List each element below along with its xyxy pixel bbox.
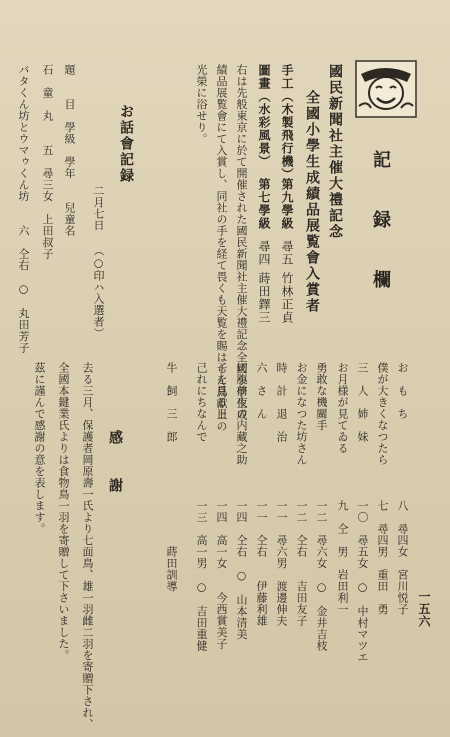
entry-2-category: 圖畫（水彩風景） [257,64,271,168]
recital-header-row: 題 目 學級 學年 兒童名 [63,64,76,237]
thanks-line-3: 茲に謹んで感謝の意を表します。 [33,362,46,535]
contest-note-line-2: 績品展覧會にて入賞し、同社の手を経て畏くも天覧を賜はらん爲獻上の [215,64,228,432]
table-row: 勇敢な機關手 一二 尋六女 ○ 金井吉枝 [315,362,328,652]
recital-title: お話會記録 [118,104,134,184]
table-row: 時 計 退 治 一一 尋六男 渡邊伸夫 [275,362,288,627]
entry-2-class: 尋四 [257,240,271,266]
contest-title-2: 全國小學生成績品展覧會入賞者 [304,90,320,314]
table-row: 僕が大きくなつたら 七 尋四男 重田 勇 [376,362,389,615]
page-title: 記 録 欄 [370,150,391,300]
thanks-line-2: 全國本鍵業氏よりは食物鳥一羽を寄贈して下さいました。 [57,362,70,661]
entry-1-class: 尋五 [280,240,294,266]
table-row: 切腹前夜の内藏之助 一四 仝右 ○ 山本清美 [235,362,248,640]
table-row: 石 童 丸 五 尋三女 上田叔子 [41,64,54,260]
table-row: 子を見る目 一四 高一女 今西賞美子 [215,362,228,650]
entry-2-name: 蒔田鐸三 [257,272,271,324]
table-row: 六 さ ん 一一 仝右 伊藤利雄 [255,362,268,627]
entry-2-grade: 第七學級 [257,178,271,230]
table-row: お金になつた坊さん 一二 仝右 吉田友子 [295,362,308,627]
contest-title-1: 國民新聞社主催大禮記念 [327,64,343,240]
smiling-face-emblem-icon [355,60,417,118]
recital-date: 二月七日 [92,185,105,231]
contest-note-line-3: 光榮に浴せり。 [195,64,208,145]
table-row: 己れにちなんで 一三 高一男 ○ 吉田重健 [195,362,208,652]
thanks-title: 感 謝 [107,430,123,494]
table-row: お月様が見てゐる 九 仝 男 岩田利一 [336,362,349,615]
entry-1-grade: 第九學級 [280,178,294,230]
table-row: 牛 飼 三 郎 蒔田訓導 [165,362,178,592]
contest-note-line-1: 右は先般東京に於て開催された國民新聞社主催大禮記念全國小學生成 [235,64,248,421]
entry-1-category: 手工（木製飛行機） [280,64,294,181]
table-row: 三 人 姉 妹 一〇 尋五女 ○ 中村マツエ [356,362,369,663]
table-row: バタくん坊とウマゥくん坊 六 仝右 ○ 丸田芳子 [17,64,30,354]
page-number: 一五六 [417,590,431,628]
recital-note: （○印ハ入選者） [92,245,105,339]
entry-1-name: 竹林正貞 [280,272,294,324]
thanks-line-1: 去る三月、保護者岡原壽一氏より七面鳥、雄一羽雌二羽を寄贈下され、 [81,362,94,730]
table-row: お も ち 八 尋四女 宮川悦子 [396,362,409,615]
